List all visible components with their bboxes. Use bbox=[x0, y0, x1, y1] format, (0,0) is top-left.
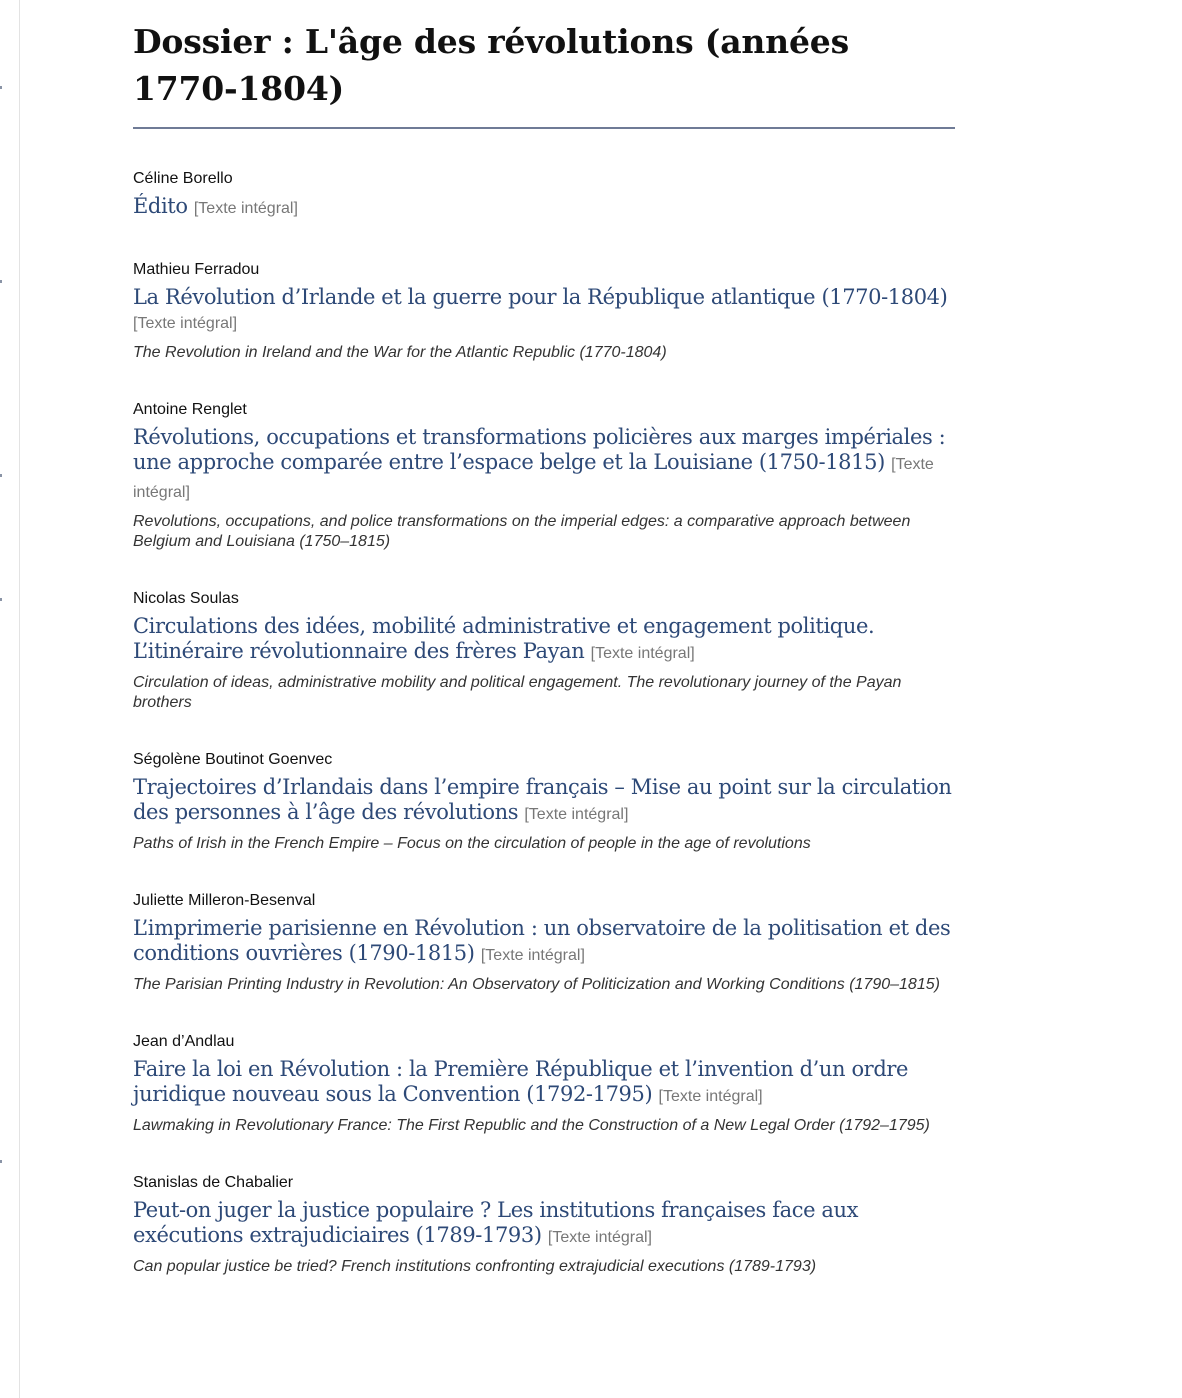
title-line bbox=[133, 1057, 955, 1111]
fulltext-link[interactable]: [Texte intégral] bbox=[590, 645, 695, 662]
sidebar-tick bbox=[0, 598, 2, 601]
main-content bbox=[133, 18, 955, 1314]
left-sidebar-border bbox=[19, 0, 20, 1398]
fulltext-link[interactable]: [Texte intégral] bbox=[133, 456, 934, 501]
article-title-link[interactable]: Trajectoires d’Irlandais dans l’empire français – Mise au point sur la circulation des personnes à l’âge des révolutions bbox=[133, 775, 952, 824]
fulltext-link[interactable]: [Texte intégral] bbox=[480, 947, 585, 964]
author-name: Antoine Renglet bbox=[133, 401, 247, 418]
list-item bbox=[133, 750, 955, 854]
sidebar-tick bbox=[0, 86, 2, 89]
table-of-contents bbox=[133, 169, 955, 1277]
sidebar-tick bbox=[0, 1160, 2, 1163]
author-name: Stanislas de Chabalier bbox=[133, 1174, 294, 1191]
article-title-link[interactable]: Édito bbox=[133, 194, 194, 218]
english-translation: Paths of Irish in the French Empire – Focus on the circulation of people in the age of revolutions bbox=[133, 835, 811, 852]
article-title-link[interactable]: La Révolution d’Irlande et la guerre pour la République atlantique (1770-1804) bbox=[133, 285, 948, 309]
fulltext-link[interactable]: [Texte intégral] bbox=[133, 315, 238, 332]
list-item bbox=[133, 891, 955, 995]
article-title-link[interactable]: Peut-on juger la justice populaire ? Les institutions françaises face aux exécutions extrajudiciaires (1789-1793) bbox=[133, 1198, 859, 1247]
author-name: Mathieu Ferradou bbox=[133, 261, 260, 278]
author-name: Jean d’Andlau bbox=[133, 1033, 235, 1050]
article-title-link[interactable]: L’imprimerie parisienne en Révolution : un observatoire de la politisation et des conditions ouvrières (1790-1815) bbox=[133, 916, 951, 965]
english-translation: The Revolution in Ireland and the War for the Atlantic Republic (1770-1804) bbox=[133, 344, 667, 361]
title-line bbox=[133, 194, 955, 223]
author-name: Céline Borello bbox=[133, 170, 233, 187]
fulltext-link[interactable]: [Texte intégral] bbox=[524, 806, 629, 823]
author-name: Juliette Milleron-Besenval bbox=[133, 892, 316, 909]
english-translation: Circulation of ideas, administrative mobility and political engagement. The revolutionary journey of the Payan brothers bbox=[133, 674, 902, 711]
title-line bbox=[133, 775, 955, 829]
english-translation: The Parisian Printing Industry in Revolution: An Observatory of Politicization and Working Conditions (1790–1815) bbox=[133, 976, 940, 993]
fulltext-link[interactable]: [Texte intégral] bbox=[547, 1229, 652, 1246]
list-item bbox=[133, 1032, 955, 1136]
page-title: Dossier : L'âge des révolutions (années 1770-1804) bbox=[133, 18, 955, 129]
title-line bbox=[133, 425, 955, 507]
list-item bbox=[133, 169, 955, 223]
author-name: Ségolène Boutinot Goenvec bbox=[133, 751, 333, 768]
list-item bbox=[133, 260, 955, 363]
author-name: Nicolas Soulas bbox=[133, 590, 239, 607]
title-line bbox=[133, 1198, 955, 1252]
fulltext-link[interactable]: [Texte intégral] bbox=[658, 1088, 763, 1105]
title-line bbox=[133, 614, 955, 668]
article-title-link[interactable]: Faire la loi en Révolution : la Première République et l’invention d’un ordre juridique nouveau sous la Convention (1792-1795) bbox=[133, 1057, 909, 1106]
list-item bbox=[133, 400, 955, 552]
title-line bbox=[133, 916, 955, 970]
list-item bbox=[133, 589, 955, 713]
english-translation: Can popular justice be tried? French institutions confronting extrajudicial executions (1789-1793) bbox=[133, 1258, 817, 1275]
sidebar-tick bbox=[0, 280, 2, 283]
title-line bbox=[133, 285, 955, 338]
english-translation: Revolutions, occupations, and police transformations on the imperial edges: a comparative approach between Belgium and Louisiana (1750–1815) bbox=[133, 513, 911, 550]
list-item bbox=[133, 1173, 955, 1277]
english-translation: Lawmaking in Revolutionary France: The First Republic and the Construction of a New Legal Order (1792–1795) bbox=[133, 1117, 930, 1134]
article-title-link[interactable]: Circulations des idées, mobilité administrative et engagement politique. L’itinéraire révolutionnaire des frères Payan bbox=[133, 614, 875, 663]
sidebar-tick bbox=[0, 474, 2, 477]
fulltext-link[interactable]: [Texte intégral] bbox=[193, 200, 298, 217]
article-title-link[interactable]: Révolutions, occupations et transformations policières aux marges impériales : une approche comparée entre l’espace belge et la Louisiane (1750-1815) bbox=[133, 425, 946, 474]
